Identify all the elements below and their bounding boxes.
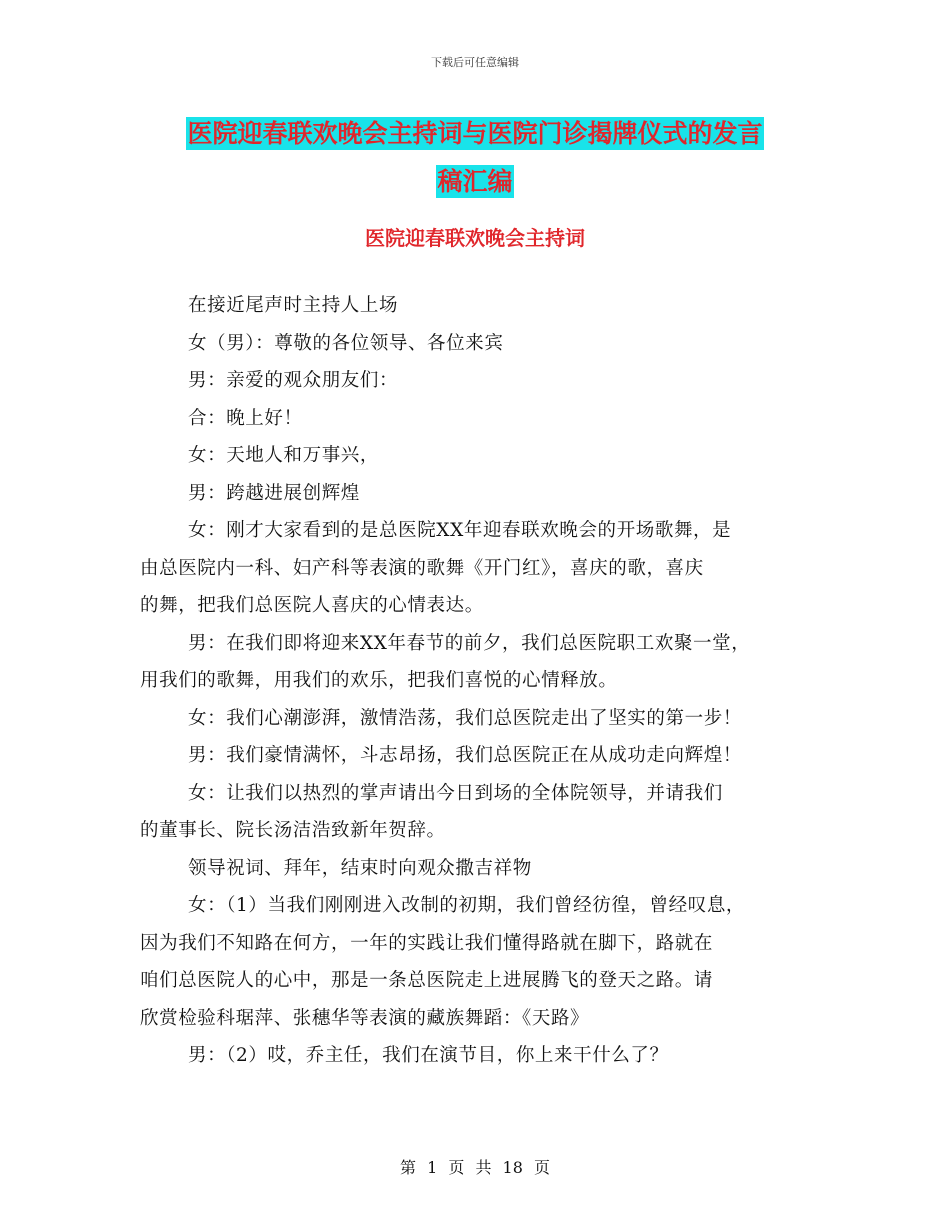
paragraph bbox=[140, 325, 830, 363]
paragraph-line: 男：在我们即将迎来XX年春节的前夕，我们总医院职工欢聚一堂， bbox=[188, 632, 751, 654]
paragraph bbox=[140, 625, 830, 700]
paragraph bbox=[140, 775, 830, 850]
paragraph-line: 在接近尾声时主持人上场 bbox=[188, 295, 399, 316]
title-line-2: 稿汇编 bbox=[437, 167, 513, 196]
header-note: 下载后可任意编辑 bbox=[431, 56, 519, 69]
paragraph-line: 的董事长、院长汤洁浩致新年贺辞。 bbox=[140, 820, 446, 841]
paragraph-line: 女：天地人和万事兴， bbox=[188, 445, 380, 466]
paragraph-line: 合：晚上好！ bbox=[188, 407, 303, 429]
paragraph-line: 用我们的歌舞，用我们的欢乐，把我们喜悦的心情释放。 bbox=[140, 670, 618, 691]
section-title: 医院迎春联欢晚会主持词 bbox=[365, 226, 585, 250]
paragraph bbox=[140, 700, 830, 738]
paragraph bbox=[140, 1037, 830, 1075]
paragraph bbox=[140, 400, 830, 438]
title-line-1: 医院迎春联欢晚会主持词与医院门诊揭牌仪式的发言 bbox=[187, 119, 763, 148]
paragraph-line: 女：（1）当我们刚刚进入改制的初期，我们曾经彷徨，曾经叹息， bbox=[188, 895, 746, 916]
paragraph bbox=[140, 362, 830, 400]
paragraph bbox=[140, 287, 830, 325]
paragraph bbox=[140, 437, 830, 475]
document-title bbox=[0, 110, 950, 206]
paragraph bbox=[140, 475, 830, 513]
paragraph-line: 女：我们心潮澎湃，激情浩荡，我们总医院走出了坚实的第一步！ bbox=[188, 707, 742, 729]
paragraph-line: 男：我们豪情满怀，斗志昂扬，我们总医院正在从成功走向辉煌！ bbox=[188, 745, 742, 766]
paragraph bbox=[140, 512, 830, 625]
paragraph bbox=[140, 850, 830, 888]
paragraph-line: 男：跨越进展创辉煌 bbox=[188, 482, 360, 504]
page-footer: 第 1 页 共 18 页 bbox=[400, 1158, 550, 1177]
paragraph-line: 女：刚才大家看到的是总医院XX年迎春联欢晚会的开场歌舞，是 bbox=[188, 520, 732, 541]
paragraph-line: 男：（2）哎，乔主任，我们在演节目，你上来干什么了？ bbox=[188, 1045, 669, 1066]
paragraph-line: 咱们总医院人的心中，那是一条总医院走上进展腾飞的登天之路。请 bbox=[140, 970, 714, 991]
paragraph-line: 由总医院内一科、妇产科等表演的歌舞《开门红》，喜庆的歌，喜庆 bbox=[140, 557, 704, 579]
paragraph bbox=[140, 737, 830, 775]
paragraph-line: 因为我们不知路在何方，一年的实践让我们懂得路就在脚下，路就在 bbox=[140, 932, 714, 954]
paragraph-line: 欣赏检验科琚萍、张穗华等表演的藏族舞蹈：《天路》 bbox=[140, 1007, 590, 1029]
paragraph-line: 女（男）：尊敬的各位领导、各位来宾 bbox=[188, 332, 504, 354]
paragraph bbox=[140, 887, 830, 1037]
paragraph-line: 领导祝词、拜年，结束时向观众撒吉祥物 bbox=[188, 857, 532, 879]
body-text bbox=[140, 287, 830, 1075]
paragraph-line: 女：让我们以热烈的掌声请出今日到场的全体院领导，并请我们 bbox=[188, 782, 723, 804]
paragraph-line: 的舞，把我们总医院人喜庆的心情表达。 bbox=[140, 595, 484, 616]
paragraph-line: 男：亲爱的观众朋友们： bbox=[188, 370, 399, 391]
